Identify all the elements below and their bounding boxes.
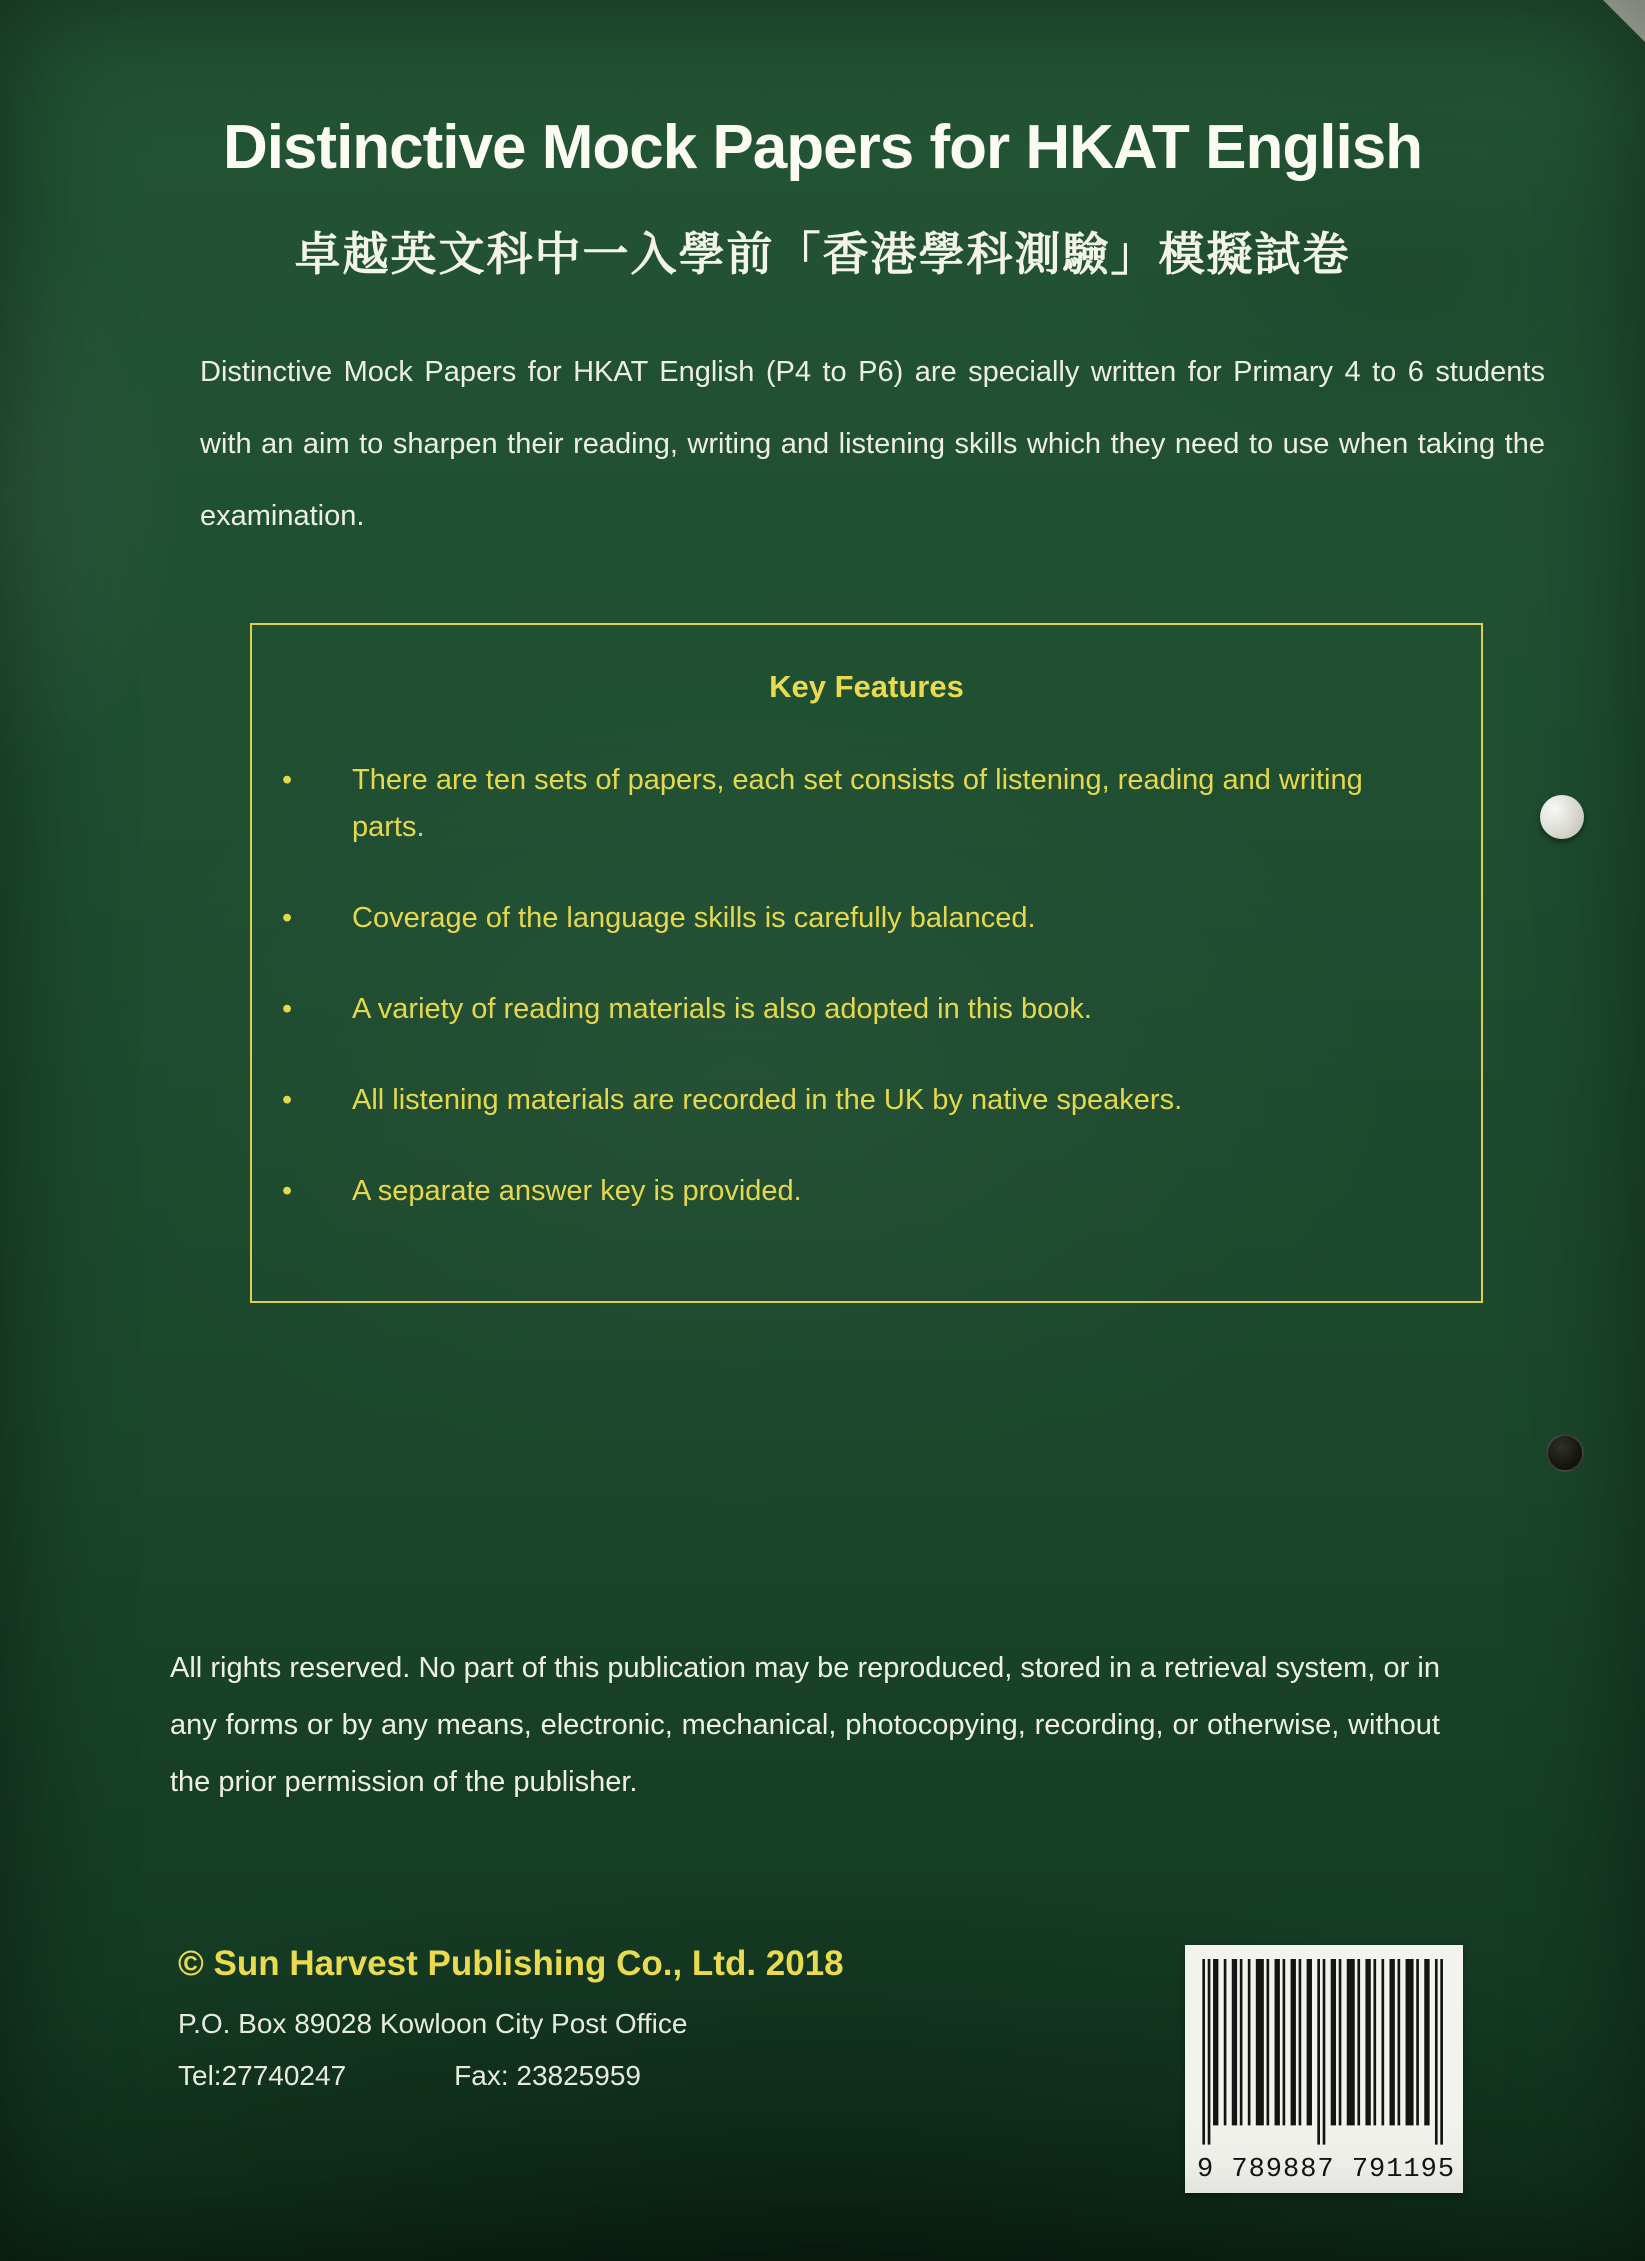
key-features-title: Key Features bbox=[769, 669, 964, 704]
hole-punch-top bbox=[1540, 795, 1584, 839]
feature-item bbox=[252, 757, 1481, 851]
feature-item bbox=[252, 986, 1481, 1033]
feature-item-text: There are ten sets of papers, each set consists of listening, reading and writing parts. bbox=[352, 764, 1363, 843]
hole-punch-bottom bbox=[1546, 1434, 1584, 1472]
copyright-notice: All rights reserved. No part of this publication may be reproduced, stored in a retrieval system, or in any forms or by any means, electronic, mechanical, photocopying, recording, or otherwise, without the prior permission of the publisher. bbox=[170, 1652, 1440, 1798]
publisher-contact bbox=[178, 2060, 641, 2092]
feature-item-text: All listening materials are recorded in the UK by native speakers. bbox=[352, 1084, 1183, 1116]
barcode-bars-icon bbox=[1197, 1959, 1451, 2151]
key-features-list bbox=[252, 757, 1481, 1215]
barcode-number: 9 789887 791195 bbox=[1197, 2155, 1456, 2185]
publisher-name: © Sun Harvest Publishing Co., Ltd. 2018 bbox=[178, 1944, 844, 1983]
feature-item bbox=[252, 1168, 1481, 1215]
barcode bbox=[1185, 1945, 1463, 2193]
feature-item-text: A separate answer key is provided. bbox=[352, 1175, 802, 1207]
book-title: Distinctive Mock Papers for HKAT English bbox=[222, 113, 1423, 182]
feature-item bbox=[252, 1077, 1481, 1124]
feature-item bbox=[252, 895, 1481, 942]
book-subtitle-chinese: 卓越英文科中一入學前「香港學科測驗」模擬試卷 bbox=[294, 228, 1351, 280]
feature-item-text: A variety of reading materials is also adopted in this book. bbox=[352, 993, 1092, 1025]
intro-paragraph: Distinctive Mock Papers for HKAT English (P4 to P6) are specially written for Primary 4 to 6 students with an aim to sharpen their reading, writing and listening skills which they need to use when taking the examination. bbox=[200, 356, 1545, 532]
key-features-box bbox=[250, 623, 1483, 1303]
page-corner-curl bbox=[1603, 0, 1645, 42]
publisher-fax: Fax: 23825959 bbox=[454, 2060, 641, 2091]
publisher-address: P.O. Box 89028 Kowloon City Post Office bbox=[178, 2008, 688, 2039]
publisher-tel: Tel:27740247 bbox=[178, 2060, 347, 2091]
feature-item-text: Coverage of the language skills is carefully balanced. bbox=[352, 902, 1036, 934]
